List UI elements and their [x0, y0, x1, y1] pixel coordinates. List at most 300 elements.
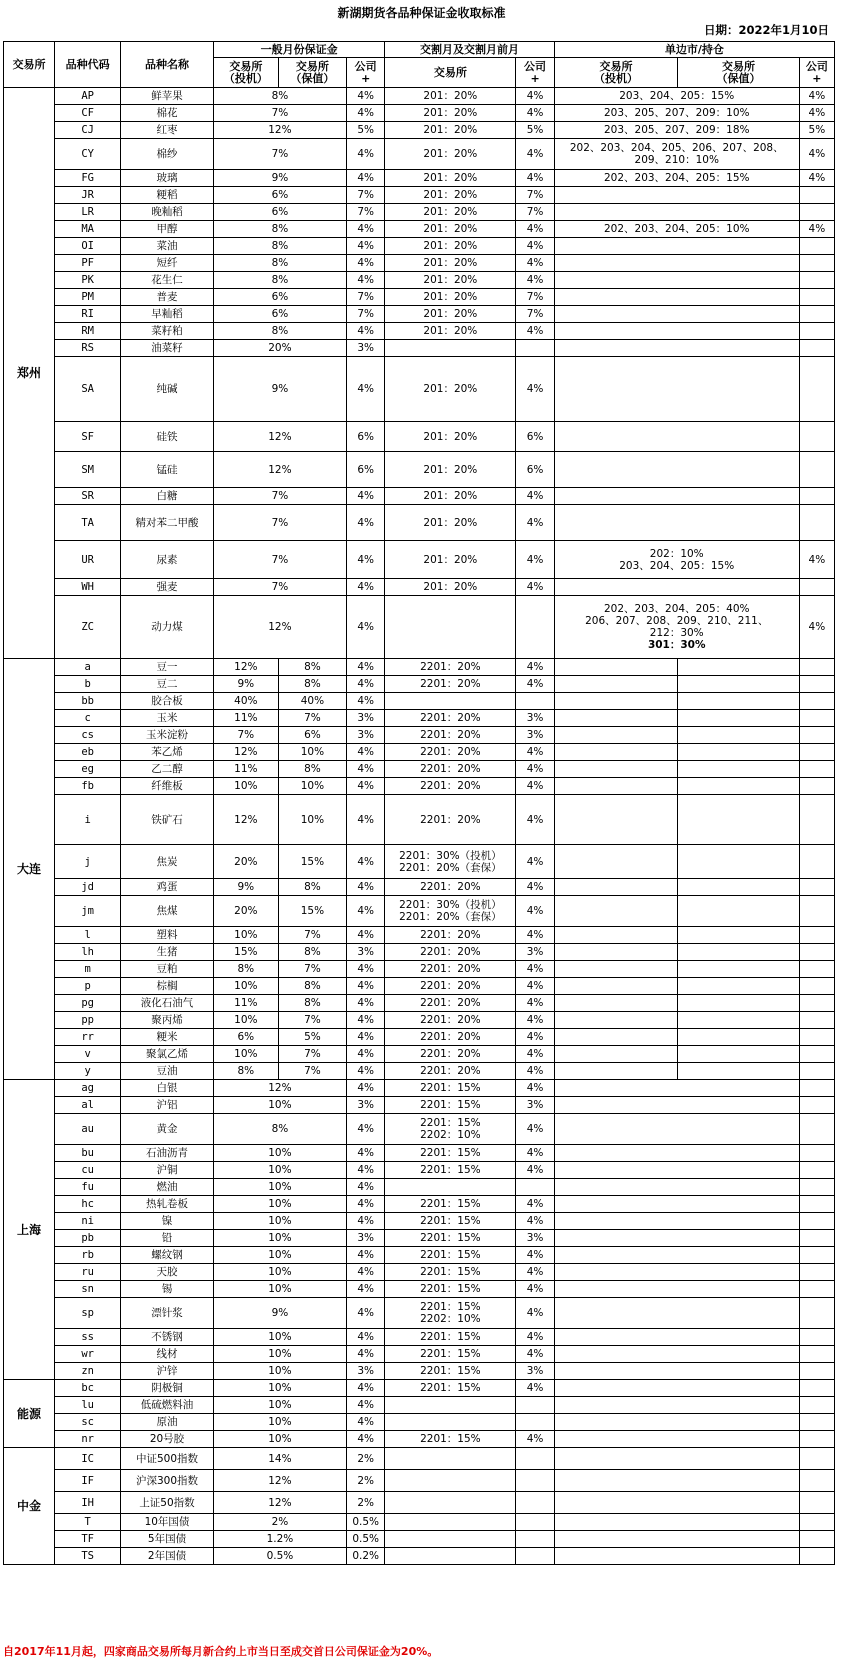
product-code: a: [55, 659, 121, 676]
single-side-spec: [554, 1063, 678, 1080]
product-code: hc: [55, 1196, 121, 1213]
product-name: 粳米: [121, 1029, 214, 1046]
table-row: [4, 927, 835, 944]
product-code: SM: [55, 452, 121, 488]
general-margin-company: 4%: [347, 1264, 385, 1281]
exchange-group-label: 能源: [4, 1380, 55, 1448]
table-row: [4, 978, 835, 995]
general-margin-company: 7%: [347, 289, 385, 306]
table-row: [4, 306, 835, 323]
general-margin-exchange: 9%: [213, 1298, 346, 1329]
single-side-spec: [554, 727, 678, 744]
table-row: [4, 272, 835, 289]
single-side-margin: [554, 452, 799, 488]
general-margin-exchange: 7%: [213, 139, 346, 170]
general-margin-spec: 15%: [213, 944, 278, 961]
single-side-margin: [554, 1196, 799, 1213]
general-margin-exchange: 12%: [213, 122, 346, 139]
delivery-margin-exchange: 2201：15%: [385, 1247, 516, 1264]
single-side-company: [799, 710, 834, 727]
product-name: 短纤: [121, 255, 214, 272]
col-header-delivery-company: 公司 +: [516, 58, 554, 88]
product-code: ss: [55, 1329, 121, 1346]
delivery-margin-exchange: 2201：15%: [385, 1080, 516, 1097]
delivery-margin-company: 6%: [516, 452, 554, 488]
table-row: [4, 995, 835, 1012]
general-margin-company: 4%: [347, 879, 385, 896]
general-margin-exchange: 8%: [213, 1114, 346, 1145]
general-margin-company: 7%: [347, 187, 385, 204]
delivery-margin-exchange: [385, 1548, 516, 1565]
product-name: 粳稻: [121, 187, 214, 204]
general-margin-hedge: 10%: [278, 744, 346, 761]
delivery-margin-exchange: 201：20%: [385, 488, 516, 505]
general-margin-company: 3%: [347, 1097, 385, 1114]
product-code: rr: [55, 1029, 121, 1046]
general-margin-company: 4%: [347, 1397, 385, 1414]
table-row: [4, 1548, 835, 1565]
single-side-company: [799, 255, 834, 272]
product-code: i: [55, 795, 121, 845]
single-side-company: [799, 693, 834, 710]
single-side-margin: [554, 1414, 799, 1431]
general-margin-exchange: 12%: [213, 1492, 346, 1514]
product-code: CF: [55, 105, 121, 122]
col-header-delivery-margin: 交割月及交割月前月: [385, 42, 554, 58]
delivery-margin-exchange: 201：20%: [385, 122, 516, 139]
table-row: [4, 1514, 835, 1531]
general-margin-exchange: 8%: [213, 221, 346, 238]
table-row: [4, 693, 835, 710]
delivery-margin-company: 3%: [516, 1363, 554, 1380]
single-side-spec: [554, 845, 678, 879]
delivery-margin-exchange: 201：20%: [385, 289, 516, 306]
col-header-general-margin: 一般月份保证金: [213, 42, 385, 58]
delivery-margin-exchange: 201：20%: [385, 105, 516, 122]
delivery-margin-company: 4%: [516, 88, 554, 105]
product-name: 豆二: [121, 676, 214, 693]
delivery-margin-company: 3%: [516, 944, 554, 961]
table-row: [4, 1492, 835, 1514]
single-side-margin: [554, 1346, 799, 1363]
delivery-margin-exchange: 201：20%: [385, 452, 516, 488]
product-name: 镍: [121, 1213, 214, 1230]
single-side-hedge: [678, 761, 799, 778]
product-code: ZC: [55, 596, 121, 659]
single-side-company: 4%: [799, 541, 834, 579]
delivery-margin-company: 4%: [516, 961, 554, 978]
product-code: b: [55, 676, 121, 693]
general-margin-exchange: 10%: [213, 1264, 346, 1281]
col-header-company: 公司 +: [347, 58, 385, 88]
product-code: LR: [55, 204, 121, 221]
delivery-margin-company: 4%: [516, 896, 554, 927]
product-code: v: [55, 1046, 121, 1063]
table-row: [4, 761, 835, 778]
product-code: IC: [55, 1448, 121, 1470]
delivery-margin-exchange: 2201：15%: [385, 1346, 516, 1363]
general-margin-company: 4%: [347, 1431, 385, 1448]
general-margin-company: 4%: [347, 1247, 385, 1264]
delivery-margin-company: 4%: [516, 1346, 554, 1363]
footnote: 自2017年11月起，四家商品交易所每月新合约上市当日至成交首日公司保证金为20%。: [3, 1645, 439, 1658]
product-code: TS: [55, 1548, 121, 1565]
delivery-margin-exchange: [385, 1514, 516, 1531]
general-margin-hedge: 15%: [278, 896, 346, 927]
table-row: [4, 170, 835, 187]
delivery-margin-company: [516, 1514, 554, 1531]
general-margin-company: 4%: [347, 1380, 385, 1397]
table-row: [4, 204, 835, 221]
general-margin-company: 4%: [347, 1046, 385, 1063]
product-code: rb: [55, 1247, 121, 1264]
general-margin-company: 3%: [347, 1363, 385, 1380]
delivery-margin-company: 4%: [516, 978, 554, 995]
general-margin-exchange: 0.5%: [213, 1548, 346, 1565]
single-side-margin: [554, 1097, 799, 1114]
general-margin-exchange: 8%: [213, 272, 346, 289]
table-row: [4, 579, 835, 596]
general-margin-company: 4%: [347, 1029, 385, 1046]
general-margin-company: 4%: [347, 357, 385, 422]
product-name: 豆粕: [121, 961, 214, 978]
product-code: bb: [55, 693, 121, 710]
general-margin-exchange: 2%: [213, 1514, 346, 1531]
general-margin-company: 4%: [347, 488, 385, 505]
col-header-single-spec: 交易所 （投机）: [554, 58, 678, 88]
product-name: 精对苯二甲酸: [121, 505, 214, 541]
single-side-company: [799, 1114, 834, 1145]
delivery-margin-company: [516, 1179, 554, 1196]
product-code: RS: [55, 340, 121, 357]
delivery-margin-company: 4%: [516, 357, 554, 422]
general-margin-spec: 10%: [213, 1012, 278, 1029]
single-side-company: [799, 1414, 834, 1431]
delivery-margin-exchange: 2201：20%: [385, 727, 516, 744]
col-header-name: 品种名称: [121, 42, 214, 88]
delivery-margin-exchange: 201：20%: [385, 170, 516, 187]
product-name: 纤维板: [121, 778, 214, 795]
table-row: [4, 541, 835, 579]
general-margin-company: 0.2%: [347, 1548, 385, 1565]
single-side-hedge: [678, 978, 799, 995]
delivery-margin-company: 7%: [516, 204, 554, 221]
table-row: [4, 1380, 835, 1397]
product-name: 鲜苹果: [121, 88, 214, 105]
delivery-margin-company: 4%: [516, 105, 554, 122]
single-side-margin: [554, 1492, 799, 1514]
general-margin-exchange: 10%: [213, 1380, 346, 1397]
product-code: TA: [55, 505, 121, 541]
product-code: pg: [55, 995, 121, 1012]
product-name: 鸡蛋: [121, 879, 214, 896]
general-margin-exchange: 7%: [213, 488, 346, 505]
general-margin-company: 3%: [347, 727, 385, 744]
table-row: [4, 187, 835, 204]
general-margin-exchange: 10%: [213, 1414, 346, 1431]
table-row: [4, 357, 835, 422]
product-code: zn: [55, 1363, 121, 1380]
single-side-margin: 202、203、204、205、206、207、208、 209、210：10%: [554, 139, 799, 170]
general-margin-exchange: 10%: [213, 1230, 346, 1247]
product-name: 漂针浆: [121, 1298, 214, 1329]
general-margin-hedge: 5%: [278, 1029, 346, 1046]
delivery-margin-exchange: 2201：15%: [385, 1196, 516, 1213]
general-margin-company: 4%: [347, 1213, 385, 1230]
delivery-margin-exchange: 201：20%: [385, 306, 516, 323]
single-side-company: [799, 357, 834, 422]
delivery-margin-exchange: 201：20%: [385, 323, 516, 340]
single-side-company: [799, 1247, 834, 1264]
delivery-margin-company: 4%: [516, 221, 554, 238]
delivery-margin-exchange: 201：20%: [385, 505, 516, 541]
general-margin-exchange: 14%: [213, 1448, 346, 1470]
single-side-company: [799, 204, 834, 221]
product-code: wr: [55, 1346, 121, 1363]
general-margin-exchange: 6%: [213, 289, 346, 306]
product-code: pb: [55, 1230, 121, 1247]
table-row: [4, 1114, 835, 1145]
product-code: WH: [55, 579, 121, 596]
single-side-company: 4%: [799, 170, 834, 187]
general-margin-company: 3%: [347, 710, 385, 727]
general-margin-exchange: 6%: [213, 204, 346, 221]
product-code: OI: [55, 238, 121, 255]
col-header-exchange-spec: 交易所 （投机）: [213, 58, 278, 88]
single-side-margin: 202、203、204、205：40% 206、207、208、209、210、211、 212：30% 301：30%: [554, 596, 799, 659]
general-margin-company: 4%: [347, 170, 385, 187]
general-margin-exchange: 8%: [213, 323, 346, 340]
general-margin-spec: 12%: [213, 744, 278, 761]
general-margin-hedge: 7%: [278, 1063, 346, 1080]
product-name: 聚丙烯: [121, 1012, 214, 1029]
delivery-margin-exchange: 201：20%: [385, 204, 516, 221]
product-name: 乙二醇: [121, 761, 214, 778]
general-margin-company: 3%: [347, 944, 385, 961]
product-name: 塑料: [121, 927, 214, 944]
delivery-margin-exchange: 2201：15%: [385, 1264, 516, 1281]
product-code: ru: [55, 1264, 121, 1281]
product-code: cs: [55, 727, 121, 744]
general-margin-company: 4%: [347, 995, 385, 1012]
delivery-margin-exchange: 201：20%: [385, 255, 516, 272]
general-margin-hedge: 10%: [278, 778, 346, 795]
general-margin-exchange: 1.2%: [213, 1531, 346, 1548]
general-margin-exchange: 12%: [213, 452, 346, 488]
delivery-margin-exchange: 2201：20%: [385, 710, 516, 727]
general-margin-exchange: 7%: [213, 579, 346, 596]
product-code: ag: [55, 1080, 121, 1097]
delivery-margin-exchange: [385, 1448, 516, 1470]
single-side-spec: [554, 995, 678, 1012]
general-margin-exchange: 6%: [213, 187, 346, 204]
product-code: CJ: [55, 122, 121, 139]
product-name: 沪深300指数: [121, 1470, 214, 1492]
general-margin-exchange: 10%: [213, 1281, 346, 1298]
single-side-spec: [554, 927, 678, 944]
general-margin-company: 4%: [347, 659, 385, 676]
delivery-margin-company: [516, 596, 554, 659]
table-row: [4, 340, 835, 357]
single-side-margin: [554, 1145, 799, 1162]
table-row: [4, 1397, 835, 1414]
general-margin-spec: 8%: [213, 961, 278, 978]
general-margin-exchange: 12%: [213, 596, 346, 659]
table-row: [4, 659, 835, 676]
delivery-margin-exchange: 2201：20%: [385, 944, 516, 961]
product-name: 动力煤: [121, 596, 214, 659]
general-margin-company: 4%: [347, 1114, 385, 1145]
table-row: [4, 88, 835, 105]
delivery-margin-exchange: 2201：15%: [385, 1162, 516, 1179]
delivery-margin-company: 4%: [516, 323, 554, 340]
general-margin-company: 4%: [347, 323, 385, 340]
general-margin-company: 4%: [347, 744, 385, 761]
table-row: [4, 795, 835, 845]
general-margin-spec: 40%: [213, 693, 278, 710]
table-row: [4, 676, 835, 693]
single-side-hedge: [678, 659, 799, 676]
single-side-spec: [554, 961, 678, 978]
general-margin-hedge: 8%: [278, 978, 346, 995]
product-code: j: [55, 845, 121, 879]
general-margin-exchange: 10%: [213, 1431, 346, 1448]
product-code: c: [55, 710, 121, 727]
table-row: [4, 1080, 835, 1097]
delivery-margin-exchange: 2201：15%: [385, 1431, 516, 1448]
single-side-hedge: [678, 795, 799, 845]
delivery-margin-company: [516, 1548, 554, 1565]
general-margin-exchange: 9%: [213, 170, 346, 187]
single-side-hedge: [678, 896, 799, 927]
col-header-single-company: 公司 +: [799, 58, 834, 88]
col-header-code: 品种代码: [55, 42, 121, 88]
table-row: [4, 1097, 835, 1114]
col-header-exchange-hedge: 交易所 （保值）: [278, 58, 346, 88]
delivery-margin-company: 4%: [516, 744, 554, 761]
product-code: lh: [55, 944, 121, 961]
table-row: [4, 727, 835, 744]
delivery-margin-company: 4%: [516, 927, 554, 944]
product-name: 液化石油气: [121, 995, 214, 1012]
single-side-company: [799, 879, 834, 896]
delivery-margin-company: 4%: [516, 659, 554, 676]
product-name: 苯乙烯: [121, 744, 214, 761]
general-margin-spec: 10%: [213, 778, 278, 795]
single-side-company: [799, 1329, 834, 1346]
product-name: 早籼稻: [121, 306, 214, 323]
delivery-margin-company: 4%: [516, 579, 554, 596]
delivery-margin-exchange: 2201：15%: [385, 1230, 516, 1247]
delivery-margin-exchange: [385, 693, 516, 710]
general-margin-company: 4%: [347, 139, 385, 170]
delivery-margin-exchange: 2201：15%: [385, 1145, 516, 1162]
single-side-spec: [554, 1046, 678, 1063]
table-row: [4, 1029, 835, 1046]
delivery-margin-company: 4%: [516, 778, 554, 795]
table-row: [4, 1448, 835, 1470]
delivery-margin-company: 4%: [516, 1114, 554, 1145]
delivery-margin-exchange: 201：20%: [385, 422, 516, 452]
product-name: 白糖: [121, 488, 214, 505]
general-margin-exchange: 10%: [213, 1247, 346, 1264]
single-side-margin: [554, 1380, 799, 1397]
product-name: 强麦: [121, 579, 214, 596]
col-header-delivery-exchange: 交易所: [385, 58, 516, 88]
general-margin-hedge: 8%: [278, 676, 346, 693]
single-side-margin: 202：10% 203、204、205：15%: [554, 541, 799, 579]
delivery-margin-exchange: [385, 596, 516, 659]
delivery-margin-company: 4%: [516, 1264, 554, 1281]
product-code: cu: [55, 1162, 121, 1179]
delivery-margin-exchange: [385, 1531, 516, 1548]
delivery-margin-company: 4%: [516, 1029, 554, 1046]
delivery-margin-exchange: 2201：15% 2202：10%: [385, 1298, 516, 1329]
single-side-margin: [554, 340, 799, 357]
general-margin-exchange: 10%: [213, 1329, 346, 1346]
delivery-margin-exchange: 201：20%: [385, 272, 516, 289]
delivery-margin-company: 3%: [516, 1230, 554, 1247]
general-margin-company: 3%: [347, 340, 385, 357]
delivery-margin-exchange: 2201：20%: [385, 1046, 516, 1063]
product-code: SA: [55, 357, 121, 422]
general-margin-company: 4%: [347, 579, 385, 596]
product-code: bc: [55, 1380, 121, 1397]
product-code: PF: [55, 255, 121, 272]
general-margin-spec: 9%: [213, 676, 278, 693]
table-row: [4, 1346, 835, 1363]
delivery-margin-company: 4%: [516, 1012, 554, 1029]
general-margin-company: 2%: [347, 1492, 385, 1514]
single-side-company: [799, 1046, 834, 1063]
delivery-margin-company: 4%: [516, 541, 554, 579]
single-side-margin: [554, 289, 799, 306]
table-row: [4, 1046, 835, 1063]
general-margin-company: 4%: [347, 961, 385, 978]
single-side-spec: [554, 778, 678, 795]
delivery-margin-exchange: [385, 1397, 516, 1414]
table-row: [4, 1264, 835, 1281]
delivery-margin-exchange: 2201：15%: [385, 1363, 516, 1380]
single-side-margin: [554, 357, 799, 422]
delivery-margin-exchange: [385, 340, 516, 357]
delivery-margin-company: 4%: [516, 795, 554, 845]
single-side-margin: [554, 1114, 799, 1145]
general-margin-spec: 6%: [213, 1029, 278, 1046]
delivery-margin-exchange: 201：20%: [385, 541, 516, 579]
single-side-company: [799, 845, 834, 879]
product-name: 菜油: [121, 238, 214, 255]
delivery-margin-exchange: 2201：20%: [385, 795, 516, 845]
general-margin-company: 6%: [347, 422, 385, 452]
delivery-margin-exchange: 2201：20%: [385, 995, 516, 1012]
table-row: [4, 961, 835, 978]
general-margin-exchange: 10%: [213, 1213, 346, 1230]
product-code: TF: [55, 1531, 121, 1548]
delivery-margin-company: 7%: [516, 187, 554, 204]
general-margin-hedge: 7%: [278, 961, 346, 978]
general-margin-company: 4%: [347, 978, 385, 995]
single-side-company: [799, 1264, 834, 1281]
single-side-company: 4%: [799, 221, 834, 238]
single-side-company: [799, 761, 834, 778]
delivery-margin-company: 4%: [516, 1196, 554, 1213]
delivery-margin-company: 4%: [516, 488, 554, 505]
single-side-spec: [554, 693, 678, 710]
product-name: 聚氯乙烯: [121, 1046, 214, 1063]
delivery-margin-company: 4%: [516, 139, 554, 170]
general-margin-company: 5%: [347, 122, 385, 139]
